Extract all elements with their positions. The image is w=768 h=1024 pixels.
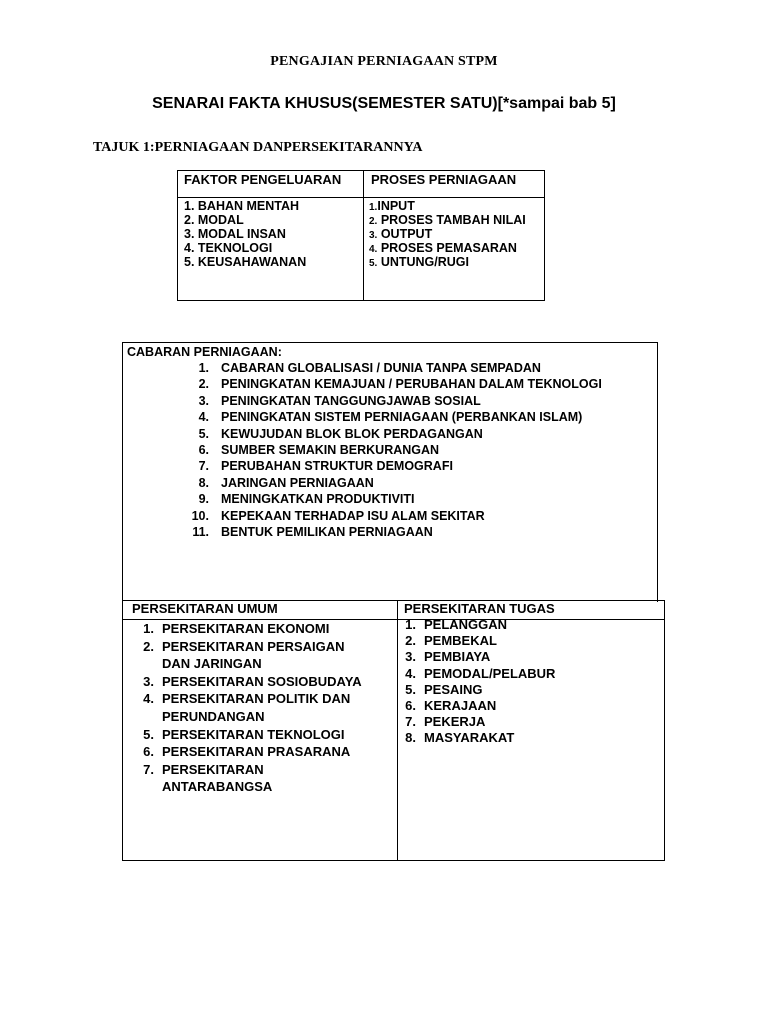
cabaran-list <box>183 360 643 540</box>
proses-header: PROSES PERNIAGAAN <box>371 172 517 187</box>
list-item: 3. PERSEKITARAN SOSIOBUDAYA <box>143 673 362 689</box>
topic-heading: TAJUK 1:PERNIAGAAN DANPERSEKITARANNYA <box>93 140 423 155</box>
faktor-header: FAKTOR PENGELUARAN <box>184 172 342 187</box>
list-item: 5. KEUSAHAWANAN <box>184 255 307 269</box>
list-item: 8. JARINGAN PERNIAGAAN <box>198 475 374 490</box>
list-item: 1. PERSEKITARAN EKONOMI <box>143 621 330 636</box>
list-item: 7. PERUBAHAN STRUKTUR DEMOGRAFI <box>198 459 453 474</box>
header-divider <box>178 197 544 198</box>
page-title: PENGAJIAN PERNIAGAAN STPM <box>270 54 498 69</box>
list-item: 5. KEWUJUDAN BLOK BLOK PERDAGANGAN <box>198 426 483 441</box>
list-item: 3. OUTPUT <box>369 227 433 241</box>
column-divider <box>363 171 364 300</box>
list-item: 2. PENINGKATAN KEMAJUAN / PERUBAHAN DALAM TEKNOLOGI <box>198 377 602 392</box>
list-item: 11. BENTUK PEMILIKAN PERNIAGAAN <box>192 524 433 539</box>
list-item: 6. SUMBER SEMAKIN BERKURANGAN <box>198 442 440 457</box>
list-item: 2. MODAL <box>184 213 244 227</box>
umum-list <box>138 620 367 796</box>
list-item: 6. PERSEKITARAN PRASARANA <box>143 744 351 760</box>
list-item: 5. PERSEKITARAN TEKNOLOGI <box>143 726 345 742</box>
list-item: 2. PROSES TAMBAH NILAI <box>369 213 526 227</box>
page-subtitle: SENARAI FAKTA KHUSUS(SEMESTER SATU)[*sampai bab 5] <box>152 95 616 112</box>
list-item: 3. PENINGKATAN TANGGUNGJAWAB SOSIAL <box>198 393 481 408</box>
list-item: 1. CABARAN GLOBALISASI / DUNIA TANPA SEMPADAN <box>198 361 541 375</box>
tugas-header: PERSEKITARAN TUGAS <box>404 601 555 616</box>
list-item: 4. PENINGKATAN SISTEM PERNIAGAAN (PERBANKAN ISLAM) <box>198 410 583 425</box>
list-item: 9. MENINGKATKAN PRODUKTIVITI <box>198 492 415 507</box>
list-item: 3. MODAL INSAN <box>184 227 286 241</box>
list-item: 4. PROSES PEMASARAN <box>369 241 517 255</box>
faktor-list <box>184 199 306 269</box>
proses-list <box>369 199 526 269</box>
cabaran-label: CABARAN PERNIAGAAN: <box>127 345 282 359</box>
list-item: 1.INPUT <box>369 199 415 213</box>
list-item: 10. KEPEKAAN TERHADAP ISU ALAM SEKITAR <box>191 508 485 523</box>
list-item: 2. PERSEKITARAN PERSAIGAN DAN JARINGAN <box>143 638 345 672</box>
list-item: 4. PERSEKITARAN POLITIK DAN PERUNDANGAN <box>143 691 351 724</box>
list-item: 7. PERSEKITARAN ANTARABANGSA <box>143 761 273 795</box>
list-item: 1. BAHAN MENTAH <box>184 199 300 213</box>
list-item: 5. UNTUNG/RUGI <box>369 255 470 269</box>
persekitaran-table: PERSEKITARAN UMUM PERSEKITARAN TUGAS 1. PERSEKITARAN EKONOMI 2. PERSEKITARAN PERSAIGAN DAN JARINGAN 3. PERSEKITARAN SOSIOBUDAYA 4. PERSEKITARAN POLITIK DAN PERUNDANGAN 5. PERSEKITARAN TEKNOLOGI 6. PERSEKITARAN PRASARANA 7. PERSEKITARAN ANTARABANGSA 1. PELANGGAN 2. PEMBEKAL 3. PEMBIAYA 4. PEMODAL/PELABUR 5. PESAING 6. KERAJAAN 7. PEKERJA 8. MASYARAKAT <box>122 600 665 861</box>
factors-process-table <box>177 170 545 301</box>
column-divider <box>397 601 398 860</box>
umum-header: PERSEKITARAN UMUM <box>132 601 278 616</box>
cabaran-box <box>122 342 658 602</box>
list-item: 4. TEKNOLOGI <box>184 241 273 255</box>
